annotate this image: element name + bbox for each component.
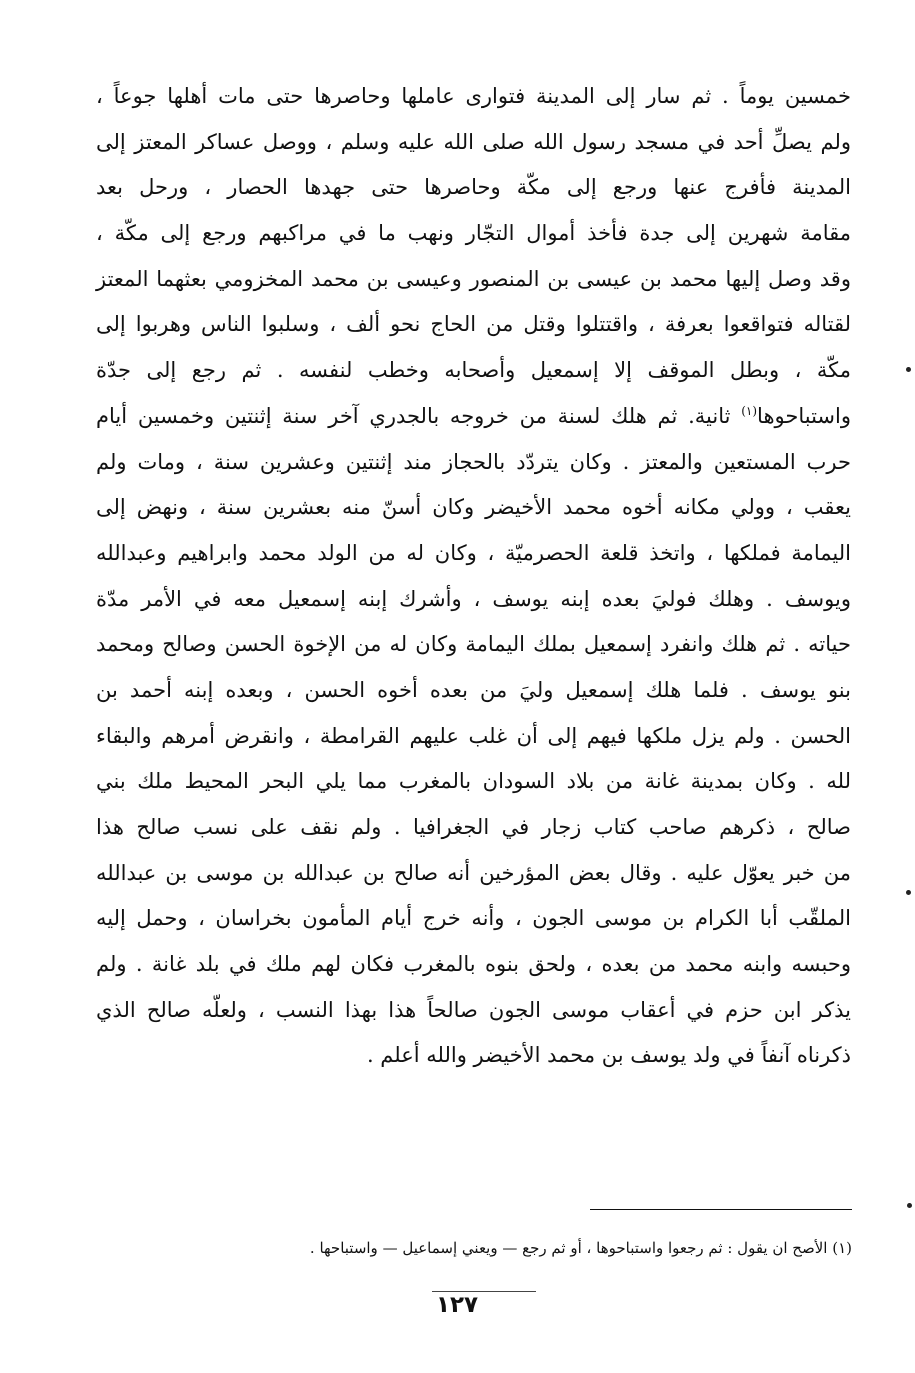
main-text-block [96, 74, 851, 1079]
footnote-separator [590, 1209, 852, 1210]
margin-mark [907, 1203, 912, 1208]
text-line-12: ويوسف . وهلك فوليَ بعده إبنه يوسف ، وأشرك إبنه إسمعيل معه في الأمر مدّة [96, 586, 851, 611]
text-line-3: المدينة فأفرج عنها ورجع إلى مكّة وحاصرها حتى جهدها الحصار ، ورحل بعد [96, 175, 851, 200]
text-line-9: حرب المستعين والمعتز . وكان يتردّد بالحجاز مند إثنتين وعشرين سنة ، ومات ولم [96, 449, 851, 474]
text-line-21: يذكر ابن حزم في أعقاب موسى الجون صالحاً هذا بهذا النسب ، ولعلّه صالح الذي [96, 997, 851, 1022]
text-line-17: صالح ، ذكرهم صاحب كتاب زجار في الجغرافيا . ولم نقف على نسب صالح هذا [96, 815, 851, 839]
footnote-text: (١) الأصح ان يقول : ثم رجعوا واستباحوها ، أو ثم رجع — ويعني إسماعيل — واستباحها . [309, 1239, 852, 1257]
text-line-11: اليمامة فملكها ، واتخذ قلعة الحصرميّة ، وكان له من الولد محمد وابراهيم وعبدالله [96, 540, 851, 565]
text-line-7: مكّة ، وبطل الموقف إلا إسمعيل وأصحابه وخطب لنفسه . ثم رجع إلى جدّة [96, 358, 851, 383]
text-line-20: وحبسه وابنه محمد من بعده ، ولحق بنوه بالمغرب فكان لهم ملك في بلد غانة . ولم [96, 952, 851, 977]
page-number: ١٢٧ [435, 1292, 479, 1318]
text-line-8-end: ثانية. ثم هلك لسنة من خروجه بالجدري آخر سنة إثنتين وخمسين أيام [96, 403, 742, 428]
text-line-5: وقد وصل إليها محمد بن عيسى بن المنصور وعيسى بن محمد المخزومي بعثهما المعتز [96, 266, 851, 291]
text-line-1: خمسين يوماً . ثم سار إلى المدينة فتوارى عاملها وحاصرها حتى مات أهلها جوعاً ، [96, 84, 851, 108]
text-line-6: لقتاله فتواقعوا بعرفة ، واقتتلوا وقتل من الحاج نحو ألف ، وسلبوا الناس وهربوا إلى [96, 312, 851, 337]
text-line-14: بنو يوسف . فلما هلك إسمعيل وليَ من بعده أخوه الحسن ، وبعده إبنه أحمد بن [96, 677, 851, 702]
text-line-10: يعقب ، وولي مكانه أخوه محمد الأخيضر وكان أسنّ منه بعشرين سنة ، ونهض إلى [96, 495, 851, 520]
text-line-15: الحسن . ولم يزل ملكها فيهم إلى أن غلب عليهم القرامطة ، وانقرض أمرهم والبقاء [96, 723, 851, 748]
text-line-4: مقامة شهرين إلى جدة فأخذ أموال التجّار ونهب ما في مراكبهم ورجع إلى مكّة ، [96, 221, 851, 246]
text-line-16: لله . وكان بمدينة غانة من بلاد السودان بالمغرب مما يلي البحر المحيط ملك بني [96, 769, 851, 794]
text-line-22: ذكرناه آنفاً في ولد يوسف بن محمد الأخيضر والله أعلم . [366, 1043, 851, 1068]
text-line-19: الملقّب أبا الكرام بن موسى الجون ، وأنه خرج أيام المأمون بخراسان ، وحمل إليه [96, 906, 851, 931]
text-line-18: من خبر يعوّل عليه . وقال بعض المؤرخين أنه صالح بن عبدالله بن موسى بن عبدالله [96, 860, 851, 885]
margin-mark [906, 367, 911, 372]
text-line-2: ولم يصلِّ أحد في مسجد رسول الله صلى الله عليه وسلم ، ووصل عساكر المعتز إلى [96, 129, 851, 154]
footnote-reference: (١) [741, 403, 758, 418]
margin-mark [906, 890, 911, 895]
text-line-8-start: واستباحوها [757, 403, 851, 428]
text-line-8 [96, 394, 851, 440]
text-line-13: حياته . ثم هلك وانفرد إسمعيل بملك اليمامة وكان له من الإخوة الحسن وصالح ومحمد [96, 632, 851, 657]
